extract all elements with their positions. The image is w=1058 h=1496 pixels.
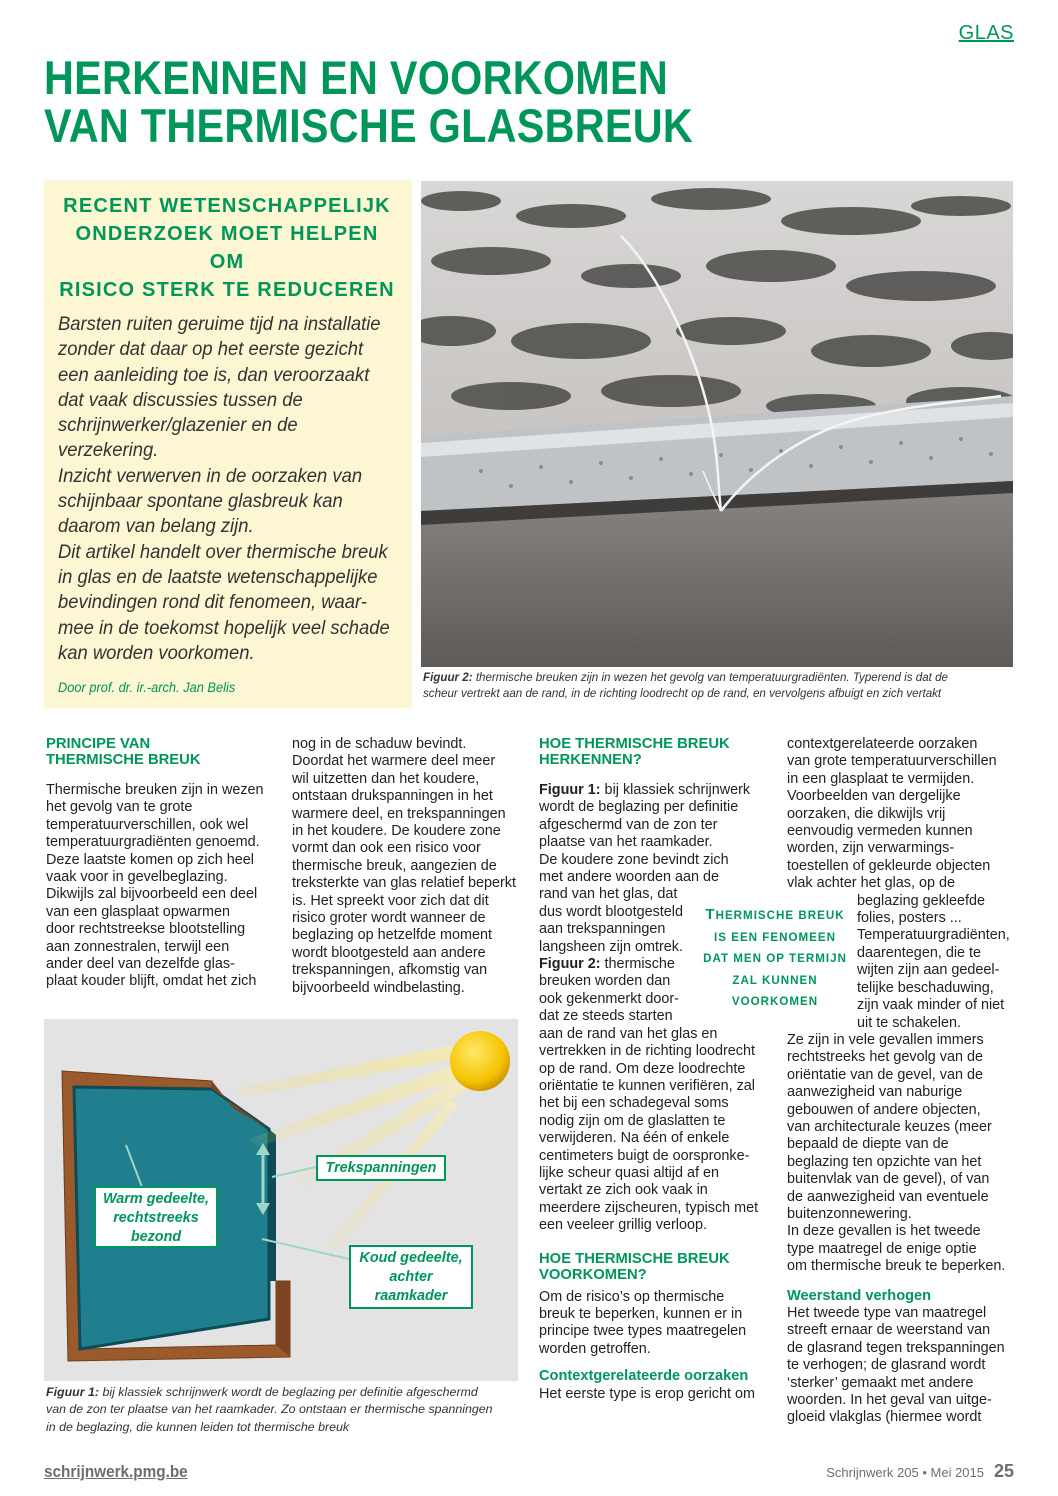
text-line: plaat kouder blijft, omdat het zich — [46, 973, 257, 990]
heading-principe — [46, 736, 280, 768]
figure-2-label: Figuur 2: — [423, 671, 473, 684]
text-line: Om de risico’s op thermische — [539, 1288, 725, 1305]
text-line: Dikwijls zal bijvoorbeeld een deel — [46, 886, 258, 903]
text-line: temperatuurgradiënten genoemd. — [46, 834, 260, 851]
col4-text-b — [787, 1032, 1015, 1276]
col1-text — [46, 782, 280, 991]
text-line: beglazing ten opzichte van het — [787, 1153, 982, 1170]
caption-line: van de zon ter plaatse van het raamkader. Zo ontstaan er thermische spanningen — [46, 1402, 493, 1417]
label-warm-gedeelte — [94, 1186, 218, 1248]
intro-line: verzekering. — [58, 439, 159, 462]
text-line: rand van het glas, dat — [539, 886, 678, 903]
text-line: vlak achter het glas, op de — [787, 875, 955, 892]
text-line: op de rand. Om deze loodrechte — [539, 1060, 746, 1077]
caption-line: scheur vertrekt aan de rand, in de richting loodrecht op de rand, en vervolgens afbuigt en zich vertakt — [423, 687, 942, 700]
text-line: contextgerelateerde oorzaken — [787, 736, 978, 752]
text-line: eenvoudig vermeden kunnen — [787, 823, 973, 840]
text-line: streeft ernaar de weerstand van — [787, 1322, 991, 1339]
heading-line: HOE THERMISCHE BREUK — [539, 736, 730, 752]
title-line-1: HERKENNEN EN VOORKOMEN — [44, 51, 668, 104]
article-title — [44, 51, 836, 152]
heading-line: THERMISCHE BREUK — [46, 752, 201, 768]
text-line: worden, zijn verwarmings- — [787, 840, 955, 857]
text-line: bij klassiek schrijnwerk — [600, 782, 751, 798]
col2-text — [292, 736, 522, 997]
text-line: thermische breuk, aangezien de — [292, 857, 497, 874]
text-line: vormt dan ook een risico voor — [292, 840, 481, 857]
text-line: type maatregel de enige optie — [787, 1240, 977, 1257]
text-line: woorden. In het geval van uitge- — [787, 1392, 992, 1409]
text-line: langsheen zijn omtrek. — [539, 938, 683, 955]
column-3 — [539, 736, 773, 1403]
text-line: buitenvlak van de gevel), of van — [787, 1171, 990, 1188]
intro-subtitle-line: RECENT WETENSCHAPPELIJK — [63, 195, 391, 217]
text-line: aan de rand van het glas en — [539, 1025, 718, 1042]
text-line: uit te schakelen. — [857, 1014, 961, 1031]
text-line: meerdere zijscheuren, typisch met — [539, 1199, 759, 1216]
text-line: Thermische breuken zijn in wezen — [46, 782, 264, 798]
text-line: dat ze steeds starten — [539, 1008, 673, 1025]
text-line: principe twee types maatregelen — [539, 1323, 747, 1340]
text-line: telijke beschaduwing, — [857, 979, 994, 996]
text-line: daarentegen, die te — [857, 944, 982, 961]
intro-line: schijnbaar spontane glasbreuk kan — [58, 490, 343, 513]
col4-text-a — [787, 736, 1015, 893]
heading-line: VOORKOMEN? — [539, 1266, 647, 1283]
intro-text — [58, 312, 400, 666]
text-line: worden getroffen. — [539, 1340, 651, 1357]
label-line: rechtstreeks — [113, 1210, 199, 1226]
text-line: ander deel van dezelfde glas- — [46, 956, 235, 973]
text-line: in het koudere. De koudere zone — [292, 823, 501, 840]
text-line: aanwezigheid van naburige — [787, 1084, 963, 1101]
text-line: warmere deel, en trekspanningen — [292, 805, 506, 822]
text-line: toestellen of gekleurde objecten — [787, 857, 991, 874]
text-line: de glasrand tegen trekspanningen — [787, 1339, 1005, 1356]
text-line: breuken worden dan — [539, 973, 671, 990]
label-line: bezond — [130, 1229, 182, 1245]
text-line: bepaald de diepte van de — [787, 1136, 949, 1153]
text-line: ook gekenmerkt door- — [539, 990, 679, 1007]
pull-quote-initial: T — [705, 906, 716, 923]
pull-quote-line: DAT MEN OP TERMIJN — [703, 952, 847, 965]
label-line: Koud gedeelte, — [359, 1250, 463, 1266]
label-koud-gedeelte — [349, 1245, 473, 1309]
heading-line: HOE THERMISCHE BREUK — [539, 1250, 730, 1267]
title-line-2: VAN THERMISCHE GLASBREUK — [44, 99, 693, 152]
text-line: te verhogen; de glasrand wordt — [787, 1357, 986, 1374]
intro-line: daarom van belang zijn. — [58, 515, 254, 538]
text-line: Het tweede type van maatregel — [787, 1305, 987, 1321]
col4-text-c — [787, 1305, 1015, 1427]
text-line: van grote temperatuurverschillen — [787, 753, 997, 770]
text-line: buitenzonnewering. — [787, 1205, 912, 1222]
text-line: temperatuurverschillen, ook wel — [46, 816, 249, 833]
text-line: risico groter wordt wanneer de — [292, 910, 486, 927]
text-line: is. Het spreekt voor zich dat dit — [292, 892, 489, 909]
intro-box — [44, 180, 412, 708]
text-line: dus wordt blootgesteld — [539, 903, 683, 920]
caption-line: thermische breuken zijn in wezen het gevolg van temperatuurgradiënten. Typerend is dat de — [472, 671, 948, 684]
figure-ref: Figuur 1: — [539, 782, 601, 798]
text-line: vertakt ze zich ook vaak in — [539, 1182, 708, 1199]
subheading-context: Contextgerelateerde oorzaken — [539, 1368, 749, 1385]
column-1 — [46, 736, 280, 991]
pull-quote-line: VOORKOMEN — [731, 995, 819, 1008]
text-line: gebouwen of andere objecten, — [787, 1101, 981, 1118]
text-line: de aanwezigheid van eventuele — [787, 1188, 989, 1205]
text-line: treksterkte van glas relatief beperkt — [292, 875, 516, 892]
text-line: van architecturale keuzes (meer — [787, 1118, 992, 1135]
photo-illustration — [421, 181, 1013, 667]
text-line: oriëntatie van de gevel, van de — [787, 1066, 984, 1083]
text-line: Deze laatste komen op zich heel — [46, 851, 254, 868]
intro-line: bevindingen rond dit fenomeen, waar- — [58, 591, 367, 614]
text-line: plaatse van het raamkader. — [539, 834, 713, 851]
figure-2-caption — [423, 670, 1013, 702]
intro-line: Dit artikel handelt over thermische breuk — [58, 540, 388, 563]
text-line: beglazing op hetzelfde moment — [292, 927, 493, 944]
footer-site-link[interactable]: schrijnwerk.pmg.be — [44, 1462, 188, 1481]
text-line: wordt de beglazing per definitie — [539, 799, 739, 816]
text-line: verwijderen. Na één of enkele — [539, 1130, 730, 1147]
text-line: nog in de schaduw bevindt. — [292, 736, 467, 752]
column-4 — [787, 736, 1015, 1427]
text-line: van een glasplaat opwarmen — [46, 903, 231, 920]
text-line: aan trekspanningen — [539, 921, 666, 938]
text-line: oorzaken, die dikwijls vrij — [787, 805, 946, 822]
text-line: breuk te beperken, kunnen er in — [539, 1305, 743, 1322]
text-line: bijvoorbeeld windbelasting. — [292, 979, 465, 996]
text-line: gloeid vlakglas (hiermee wordt — [787, 1409, 982, 1426]
text-line: wijten zijn aan gedeel- — [857, 962, 1000, 979]
pull-quote — [693, 896, 857, 1016]
label-line: raamkader — [374, 1288, 448, 1304]
text-line: vaak voor in gevelbeglazing. — [46, 869, 228, 886]
pull-quote-line: ZAL KUNNEN — [732, 973, 818, 987]
text-line: nodig zijn om de glaslatten te — [539, 1112, 726, 1129]
text-line: Het eerste type is erop gericht om — [539, 1385, 755, 1402]
text-line: Temperatuurgradiënten, — [857, 927, 1010, 944]
intro-line: schrijnwerker/glazenier en de — [58, 414, 298, 437]
intro-line: Barsten ruiten geruime tijd na installatie — [58, 313, 381, 335]
text-line: met andere woorden aan de — [539, 869, 720, 886]
heading-voorkomen — [539, 1251, 773, 1283]
text-line: De koudere zone bevindt zich — [539, 851, 729, 868]
text-line: centimeters buigt de oorspronke- — [539, 1147, 750, 1164]
intro-subtitle-line: ONDERZOEK MOET HELPEN OM — [75, 223, 379, 273]
intro-line: dat vaak discussies tussen de — [58, 388, 303, 411]
text-line: Ze zijn in vele gevallen immers — [787, 1031, 984, 1048]
pull-quote-line: HERMISCHE BREUK — [715, 909, 845, 922]
text-line: het bij een schadegeval soms — [539, 1095, 729, 1112]
intro-line: een aanleiding toe is, dan veroorzaakt — [58, 363, 370, 386]
text-line: afgeschermd van de zon ter — [539, 816, 718, 833]
text-line: Voorbeelden van dergelijke — [787, 788, 961, 805]
text-line: zijn vaak minder of niet — [857, 997, 1005, 1014]
intro-line: kan worden voorkomen. — [58, 641, 255, 664]
text-line: trekspanningen, afkomstig van — [292, 962, 488, 979]
heading-line: HERKENNEN? — [539, 752, 642, 768]
text-line: ontstaan drukspanningen in het — [292, 788, 493, 805]
text-line: thermische — [600, 956, 675, 973]
sun-icon — [450, 1031, 510, 1091]
label-line: achter — [389, 1269, 433, 1285]
text-line: om thermische breuk te beperken. — [787, 1258, 1006, 1275]
intro-line: in glas en de laatste wetenschappelijke — [58, 565, 378, 588]
text-line: In deze gevallen is het tweede — [787, 1223, 981, 1240]
text-line: wil uitzetten dan het koudere, — [292, 770, 480, 787]
intro-line: zonder dat daar op het eerste gezicht — [58, 338, 364, 361]
author-byline: Door prof. dr. ir.-arch. Jan Belis — [58, 680, 236, 696]
heading-herkennen — [539, 736, 773, 768]
section-tag[interactable]: GLAS — [958, 22, 1014, 44]
footer-issue: Schrijnwerk 205 • Mei 2015 — [826, 1465, 984, 1480]
figure-1-caption — [46, 1384, 516, 1436]
figure-ref: Figuur 2: — [539, 956, 601, 973]
intro-subtitle — [58, 192, 396, 304]
caption-line: in de beglazing, die kunnen leiden tot thermische breuk — [46, 1419, 350, 1434]
text-line: rechtstreeks het gevolg van de — [787, 1049, 983, 1066]
subheading-weerstand: Weerstand verhogen — [787, 1287, 932, 1304]
text-line: ‘sterker’ gemaakt met andere — [787, 1374, 974, 1391]
text-line: aan zonnestralen, terwijl een — [46, 938, 230, 955]
intro-subtitle-line: RISICO STERK TE REDUCEREN — [59, 279, 395, 301]
intro-line: mee in de toekomst hopelijk veel schade — [58, 616, 390, 639]
text-line: beglazing gekleefde — [857, 892, 986, 909]
text-line: in een glasplaat te vermijden. — [787, 770, 975, 787]
figure-1-label: Figuur 1: — [46, 1385, 99, 1399]
text-line: wordt blootgesteld aan andere — [292, 944, 486, 961]
label-trekspanningen: Trekspanningen — [316, 1155, 446, 1181]
glass-crack-photo — [421, 181, 1013, 667]
caption-line: bij klassiek schrijnwerk wordt de beglazing per definitie afgeschermd — [99, 1385, 478, 1399]
text-line: folies, posters ... — [857, 910, 962, 927]
text-line: lijke scheur quasi altijd af en — [539, 1164, 719, 1181]
text-line: Doordat het warmere deel meer — [292, 753, 496, 770]
text-line: oriëntatie te kunnen verifiëren, zal — [539, 1077, 755, 1094]
text-line: door rechtstreekse blootstelling — [46, 921, 246, 938]
intro-line: Inzicht verwerven in de oorzaken van — [58, 464, 363, 487]
text-line: het gevolg van te grote — [46, 799, 193, 816]
page-number: 25 — [993, 1461, 1014, 1481]
figure-1-diagram — [44, 1019, 518, 1381]
col3-text-c — [539, 1386, 773, 1403]
text-line: een veeleer grillig verloop. — [539, 1217, 707, 1234]
heading-line: PRINCIPE VAN — [46, 736, 151, 752]
col3-text-b — [539, 1289, 773, 1359]
pull-quote-line: IS EEN FENOMEEN — [714, 930, 836, 944]
column-2 — [292, 736, 522, 997]
text-line: vertrekken in de richting loodrecht — [539, 1043, 755, 1060]
label-line: Warm gedeelte, — [102, 1191, 210, 1207]
